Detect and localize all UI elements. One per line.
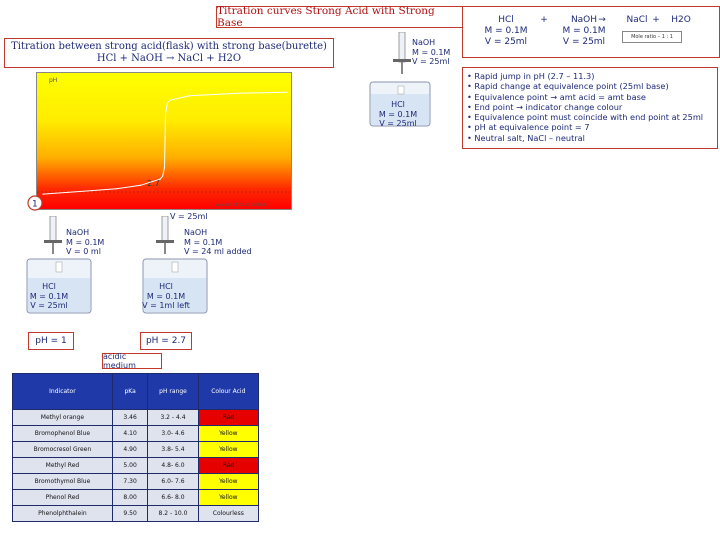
eq-hcl [471, 15, 541, 48]
eq-plus1: + [540, 15, 548, 25]
top-flask-label [368, 100, 428, 129]
right-volume-label: V = 25ml [170, 212, 208, 221]
col-header-indicator: Indicator [13, 374, 113, 410]
right-burette-icon [154, 216, 176, 256]
indicator-table [12, 373, 259, 522]
cell-colour: Colourless [198, 506, 258, 522]
top-flask-m: M = 0.1M [378, 109, 418, 119]
subtitle-line1: Titration between strong acid(flask) with strong base(burette) [11, 41, 327, 52]
cell-pka: 4.10 [112, 426, 148, 442]
key-point: • pH at equivalence point = 7 [467, 122, 590, 133]
cell-colour: Yellow [198, 442, 258, 458]
left-flask-name: HCl [42, 282, 56, 291]
cell-pka: 8.00 [112, 490, 148, 506]
table-row [13, 410, 259, 426]
cell-ph-range: 4.8- 6.0 [148, 458, 198, 474]
eq-nacl: NaCl [626, 15, 648, 25]
top-burette-v: V = 25ml [412, 57, 450, 66]
start-marker-text: 1 [32, 199, 38, 210]
right-flask-v: V = 1ml left [142, 301, 190, 310]
cell-colour: Yellow [198, 474, 258, 490]
curve-point [167, 102, 168, 103]
curve-point [91, 190, 92, 191]
key-point: • End point → indicator change colour [467, 101, 623, 112]
cell-pka: 5.00 [112, 458, 148, 474]
eq-hcl-name: HCl [498, 15, 514, 25]
col-header-colour-acid: Colour Acid [198, 374, 258, 410]
table-row [13, 442, 259, 458]
curve-point [164, 167, 165, 168]
cell-ph-range: 8.2 - 10.0 [148, 506, 198, 522]
table-header-row [13, 374, 259, 410]
col-header-pka: pKa [112, 374, 148, 410]
titration-curve-svg [37, 73, 291, 209]
curve-point [160, 178, 161, 179]
eq-naoh-v: V = 25ml [562, 37, 606, 47]
chart-ylabel: pH [49, 77, 58, 84]
table-row [13, 506, 259, 522]
left-burette-label [66, 228, 104, 257]
curve-point [238, 93, 239, 94]
top-flask-v: V = 25ml [379, 119, 417, 128]
eq-naoh-m: M = 0.1M [562, 26, 606, 36]
top-burette-icon [390, 32, 414, 76]
cell-colour: Yellow [198, 426, 258, 442]
table-row [13, 490, 259, 506]
top-burette-label [412, 38, 450, 67]
left-flask-label [26, 282, 72, 311]
cell-colour: Red [198, 458, 258, 474]
left-burette-m: M = 0.1M [66, 237, 105, 247]
cell-ph-range: 6.6- 8.0 [148, 490, 198, 506]
right-burette-label [184, 228, 252, 257]
table-row [13, 458, 259, 474]
cell-pka: 7.30 [112, 474, 148, 490]
col-header-ph-range: pH range [148, 374, 198, 410]
eq-h2o: H2O [671, 15, 691, 25]
right-burette-v: V = 24 ml added [184, 247, 252, 256]
chart-xlabel: Volume of base added [215, 203, 266, 208]
key-point: • Rapid change at equivalence point (25ml base) [467, 81, 669, 92]
table-row [13, 474, 259, 490]
key-point: • Equivalence point must coincide with end point at 25ml [467, 112, 704, 123]
curve-point [164, 140, 165, 141]
acidic-medium-text: acidic medium [103, 352, 136, 370]
left-burette-v: V = 0 ml [66, 247, 101, 256]
cell-ph-range: 3.0- 4.6 [148, 426, 198, 442]
cell-indicator: Phenolphthalein [13, 506, 113, 522]
eq-naoh-name: NaOH [570, 15, 598, 25]
top-flask-name: HCl [391, 100, 405, 109]
key-point: • Equivalence point → amt acid = amt base [467, 91, 646, 102]
cell-indicator: Methyl orange [13, 410, 113, 426]
left-ph-box [28, 332, 74, 350]
top-burette-name: NaOH [412, 38, 436, 47]
left-burette-icon [42, 216, 64, 256]
cell-pka: 3.46 [112, 410, 148, 426]
reaction-subtitle [4, 38, 334, 68]
titration-chart [36, 72, 292, 210]
mole-ratio-box [622, 31, 682, 43]
curve-point [67, 192, 68, 193]
cell-ph-range: 3.2 - 4.4 [148, 410, 198, 426]
left-flask-v: V = 25ml [30, 301, 68, 310]
subtitle-line2: HCl + NaOH → NaCl + H2O [96, 53, 242, 64]
mole-ratio-text: Mole ratio – 1 : 1 [631, 34, 673, 40]
cell-indicator: Phenol Red [13, 490, 113, 506]
curve-point [169, 100, 170, 101]
titration-curve-line [43, 92, 287, 194]
curve-point [140, 185, 141, 186]
right-ph-box [140, 332, 192, 350]
acidic-medium-label [102, 353, 162, 369]
right-burette-name: NaOH [184, 228, 208, 237]
left-flask-m: M = 0.1M [29, 291, 69, 301]
key-point: • Neutral salt, NaCl – neutral [467, 132, 585, 143]
right-burette-m: M = 0.1M [184, 237, 223, 247]
cell-ph-range: 6.0- 7.6 [148, 474, 198, 490]
key-points-box [462, 67, 718, 149]
right-ph-text: pH = 2.7 [145, 336, 187, 346]
cell-pka: 9.50 [112, 506, 148, 522]
right-flask-m: M = 0.1M [146, 291, 186, 301]
key-point: • Rapid jump in pH (2.7 – 11.3) [467, 71, 595, 81]
eq-plus2: + [652, 15, 660, 25]
page-title-text: Titration curves Strong Acid with Strong Base [217, 5, 435, 29]
table-row [13, 426, 259, 442]
right-flask-name: HCl [159, 282, 173, 291]
cell-indicator: Methyl Red [13, 458, 113, 474]
curve-point [116, 188, 117, 189]
right-flask-label [142, 282, 190, 311]
cell-indicator: Bromothymol Blue [13, 474, 113, 490]
eq-arrow: → [598, 15, 606, 25]
curve-point [165, 114, 166, 115]
left-burette-name: NaOH [66, 228, 90, 237]
page-title [216, 6, 463, 28]
cell-indicator: Bromocresol Green [13, 442, 113, 458]
curve-point [189, 95, 190, 96]
left-ph-text: pH = 1 [35, 336, 67, 346]
curve-point [162, 176, 163, 177]
curve-point [286, 92, 287, 93]
eq-hcl-m: M = 0.1M [484, 26, 528, 36]
eq-hcl-v: V = 25ml [484, 37, 528, 47]
cell-ph-range: 3.8- 5.4 [148, 442, 198, 458]
chart-marker-value: 2.7 [147, 179, 160, 188]
start-marker-icon [26, 194, 44, 212]
cell-indicator: Bromophenol Blue [13, 426, 113, 442]
cell-colour: Yellow [198, 490, 258, 506]
cell-pka: 4.90 [112, 442, 148, 458]
top-burette-m: M = 0.1M [412, 47, 451, 57]
cell-colour: Red [198, 410, 258, 426]
